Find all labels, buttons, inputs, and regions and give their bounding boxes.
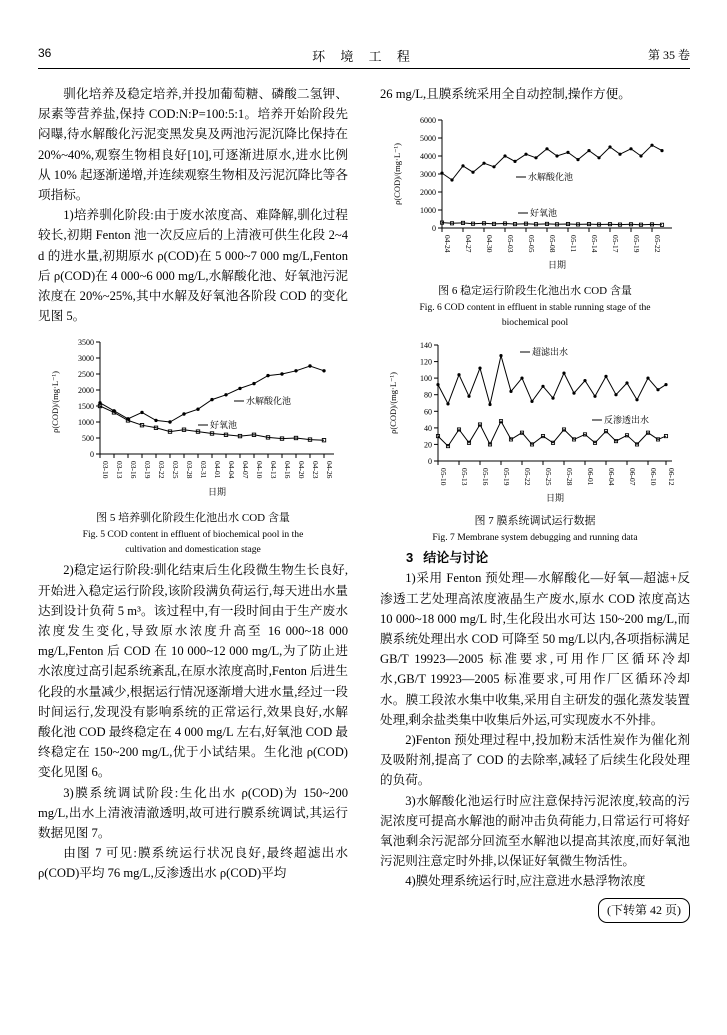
svg-text:05-28: 05-28	[565, 468, 574, 486]
svg-text:0: 0	[90, 450, 94, 460]
svg-text:140: 140	[420, 341, 432, 351]
svg-text:03-19: 03-19	[143, 461, 152, 479]
paragraph-r4: 3)水解酸化池运行时应注意保持污泥浓度,较高的污泥浓度可提高水解池的耐冲击负荷能力,日常运行可将好氧池剩余污泥部分回流至水解池以提高其浓度,而好氧池污泥则注意定时外排,以保证好氧微生物活性。	[380, 793, 690, 869]
svg-text:03-31: 03-31	[199, 461, 208, 479]
svg-text:04-10: 04-10	[255, 461, 264, 479]
svg-text:04-04: 04-04	[227, 461, 236, 479]
figure-5-svg	[38, 332, 348, 507]
page-number: 36	[38, 46, 52, 60]
svg-text:04-20: 04-20	[297, 461, 306, 479]
svg-text:04-27: 04-27	[464, 235, 473, 253]
paragraph-l2: 1)培养驯化阶段:由于废水浓度高、难降解,驯化过程较长,初期 Fenton 池一次反应后的上清液可供生化段 2~4 d 的进水量,初期原水 ρ(COD)在 5 000~7 000 mg/L,Fenton 后 ρ(COD)在 4 000~6 000 mg/L,水解酸化池、好氧池污泥浓度在 20%~25%,其中水解及好氧池各阶段 COD 的变化见图 5。	[38, 208, 348, 324]
svg-text:ρ(COD)/(mg·L⁻¹): ρ(COD)/(mg·L⁻¹)	[392, 143, 402, 206]
figure-6-caption-en2: biochemical pool	[501, 317, 569, 329]
svg-text:05-11: 05-11	[569, 235, 578, 253]
svg-text:500: 500	[82, 434, 94, 444]
svg-text:60: 60	[424, 407, 432, 417]
figure-7	[380, 335, 690, 544]
left-column	[38, 84, 348, 884]
svg-text:1000: 1000	[420, 206, 436, 216]
figure-5	[38, 332, 348, 556]
svg-text:05-22: 05-22	[523, 468, 532, 486]
svg-text:3500: 3500	[78, 338, 94, 348]
figure-6	[380, 110, 690, 329]
svg-text:05-22: 05-22	[653, 235, 662, 253]
svg-text:3000: 3000	[420, 170, 436, 180]
section-title: 结论与讨论	[423, 550, 489, 566]
figure-6-caption-cn: 图 6 稳定运行阶段生化池出水 COD 含量	[438, 285, 632, 298]
continue-note-wrap	[380, 892, 690, 923]
figure-6-caption	[380, 284, 690, 329]
svg-text:04-13: 04-13	[269, 461, 278, 479]
svg-text:04-01: 04-01	[213, 461, 222, 479]
svg-text:6000: 6000	[420, 116, 436, 126]
svg-text:06-04: 06-04	[607, 468, 616, 486]
svg-text:3000: 3000	[78, 354, 94, 364]
svg-text:05-14: 05-14	[590, 235, 599, 253]
svg-text:04-16: 04-16	[283, 461, 292, 479]
svg-text:0: 0	[432, 224, 436, 234]
svg-text:1500: 1500	[78, 402, 94, 412]
svg-text:04-07: 04-07	[241, 461, 250, 479]
svg-text:03-13: 03-13	[115, 461, 124, 479]
figure-6-svg	[380, 110, 690, 280]
svg-text:05-10: 05-10	[439, 468, 448, 486]
svg-text:03-25: 03-25	[171, 461, 180, 479]
svg-text:05-16: 05-16	[481, 468, 490, 486]
svg-text:80: 80	[424, 390, 432, 400]
svg-text:05-19: 05-19	[632, 235, 641, 253]
right-column	[380, 84, 690, 923]
paragraph-l1: 驯化培养及稳定培养,并投加葡萄糖、磷酸二氢钾、尿素等营养盐,保持 COD:N:P=100:5:1。培养开始阶段先闷曝,待水解酸化污泥变黑发臭及两池污泥沉降比保持在 20%~40%,观察生物相良好[10],可逐渐进原水,进水比例从 10% 起逐渐递增,并连续观察生物相及污泥沉降比等各项指标。	[38, 87, 348, 203]
svg-text:03-10: 03-10	[101, 461, 110, 479]
figure-5-caption-en1: Fig. 5 COD content in effluent of biochemical pool in the	[82, 529, 304, 541]
svg-text:05-19: 05-19	[502, 468, 511, 486]
continue-note: (下转第 42 页)	[598, 898, 690, 923]
paragraph-r3: 2)Fenton 预处理过程中,投加粉末活性炭作为催化剂及吸附剂,提高了 COD 的去除率,减轻了后续生化段处理的负荷。	[380, 733, 690, 788]
svg-text:4000: 4000	[420, 152, 436, 162]
figure-5-caption-en2: cultivation and domestication stage	[125, 544, 261, 556]
figure-6-caption-en1: Fig. 6 COD content in effluent in stable running stage of the	[419, 302, 651, 314]
svg-text:2500: 2500	[78, 370, 94, 380]
paragraph-l5: 由图 7 可见:膜系统运行状况良好,最终超滤出水 ρ(COD)平均 76 mg/L,反渗透出水 ρ(COD)平均	[38, 846, 348, 881]
svg-text:05-25: 05-25	[544, 468, 553, 486]
paragraph-r5: 4)膜处理系统运行时,应注意进水悬浮物浓度	[405, 874, 646, 889]
figure-5-caption-cn: 图 5 培养驯化阶段生化池出水 COD 含量	[96, 512, 290, 525]
svg-text:05-08: 05-08	[548, 235, 557, 253]
svg-text:06-10: 06-10	[649, 468, 658, 486]
fig7-legend-2: 反渗透出水	[604, 415, 650, 426]
svg-text:40: 40	[424, 424, 432, 434]
journal-title: 环 境 工 程	[312, 49, 416, 64]
figure-7-chart	[380, 335, 690, 510]
svg-text:5000: 5000	[420, 134, 436, 144]
fig5-legend-1: 水解酸化池	[246, 396, 292, 407]
figure-5-caption	[38, 511, 348, 556]
section-number: 3	[406, 550, 414, 566]
fig7-legend-1: 超滤出水	[532, 347, 569, 358]
svg-text:日期: 日期	[207, 487, 227, 498]
fig6-legend-2: 好氧池	[530, 208, 558, 219]
svg-text:1000: 1000	[78, 418, 94, 428]
svg-text:04-30: 04-30	[485, 235, 494, 253]
svg-text:05-17: 05-17	[611, 235, 620, 253]
fig5-legend-2: 好氧池	[210, 420, 238, 431]
svg-text:06-01: 06-01	[586, 468, 595, 486]
figure-7-caption	[380, 514, 690, 544]
svg-text:2000: 2000	[78, 386, 94, 396]
svg-text:0: 0	[428, 457, 432, 467]
svg-text:03-16: 03-16	[129, 461, 138, 479]
svg-text:06-07: 06-07	[628, 468, 637, 486]
paragraph-l3: 2)稳定运行阶段:驯化结束后生化段微生物生长良好,开始进入稳定运行阶段,该阶段满负荷运行,每天进出水量达到设计负荷 5 m³。该过程中,有一段时间由于生产废水浓度发生变化,导致原水浓度升高至 16 000~18 000 mg/L,Fenton 后 COD 在 10 000~12 000 mg/L,为了防止进水浓度过高引起系统紊乱,在原水浓度高时,Fenton 后进生化段的水量减少,根据运行情况逐渐增大进水量,经过一段时间运行,发现没有影响系统的正常运行,效果良好,水解酸化池 COD 最终稳定在 4 000 mg/L 左右,好氧池 COD 最终稳定在 150~200 mg/L,优于小试结果。生化池 ρ(COD)变化见图 6。	[38, 563, 348, 780]
figure-7-caption-cn: 图 7 膜系统调试运行数据	[474, 515, 596, 528]
svg-text:05-03: 05-03	[506, 235, 515, 253]
paragraph-r2: 1)采用 Fenton 预处理—水解酸化—好氧—超滤+反渗透工艺处理高浓度液晶生产废水,原水 COD 浓度高达 10 000~18 000 mg/L 时,生化段出水可达 150~200 mg/L,而膜系统处理出水 COD 可降至 50 mg/L以内,各项指标满足 GB/T 19923—2005 标准要求,可用作厂区循环冷却水,GB/T 19923—2005 标准要求,可用作厂区循环冷却水。膜工段浓水集中收集,采用自主研发的强化蒸发装置处理,剩余盐类集中收集后外运,可实现废水不外排。	[380, 571, 690, 727]
paragraph-r1: 26 mg/L,且膜系统采用全自动控制,操作方便。	[380, 87, 631, 101]
paragraph-l4: 3)膜系统调试阶段:生化出水 ρ(COD)为 150~200 mg/L,出水上清液清澈透明,故可进行膜系统调试,其运行数据见图 7。	[38, 785, 348, 841]
svg-text:ρ(COD)/(mg·L⁻¹): ρ(COD)/(mg·L⁻¹)	[388, 372, 398, 435]
svg-text:04-23: 04-23	[311, 461, 320, 479]
header-divider	[38, 68, 690, 69]
svg-text:04-26: 04-26	[325, 461, 334, 479]
svg-text:120: 120	[420, 357, 432, 367]
svg-text:100: 100	[420, 374, 432, 384]
svg-text:日期: 日期	[547, 260, 567, 271]
figure-7-svg	[380, 335, 690, 510]
svg-text:04-24: 04-24	[443, 235, 452, 253]
fig6-legend-1: 水解酸化池	[528, 172, 574, 183]
svg-text:05-05: 05-05	[527, 235, 536, 253]
figure-6-chart	[380, 110, 690, 280]
figure-7-caption-en1: Fig. 7 Membrane system debugging and running data	[432, 532, 638, 544]
section-heading	[380, 548, 690, 568]
svg-text:2000: 2000	[420, 188, 436, 198]
svg-text:20: 20	[424, 440, 432, 450]
svg-text:06-12: 06-12	[667, 468, 676, 486]
volume-label: 第 35 卷	[647, 48, 690, 62]
svg-text:05-13: 05-13	[460, 468, 469, 486]
svg-text:ρ(COD)/(mg·L⁻¹): ρ(COD)/(mg·L⁻¹)	[50, 371, 60, 434]
figure-5-chart	[38, 332, 348, 507]
svg-text:03-28: 03-28	[185, 461, 194, 479]
page-header	[38, 46, 690, 68]
svg-text:日期: 日期	[545, 493, 565, 504]
svg-text:03-22: 03-22	[157, 461, 166, 479]
